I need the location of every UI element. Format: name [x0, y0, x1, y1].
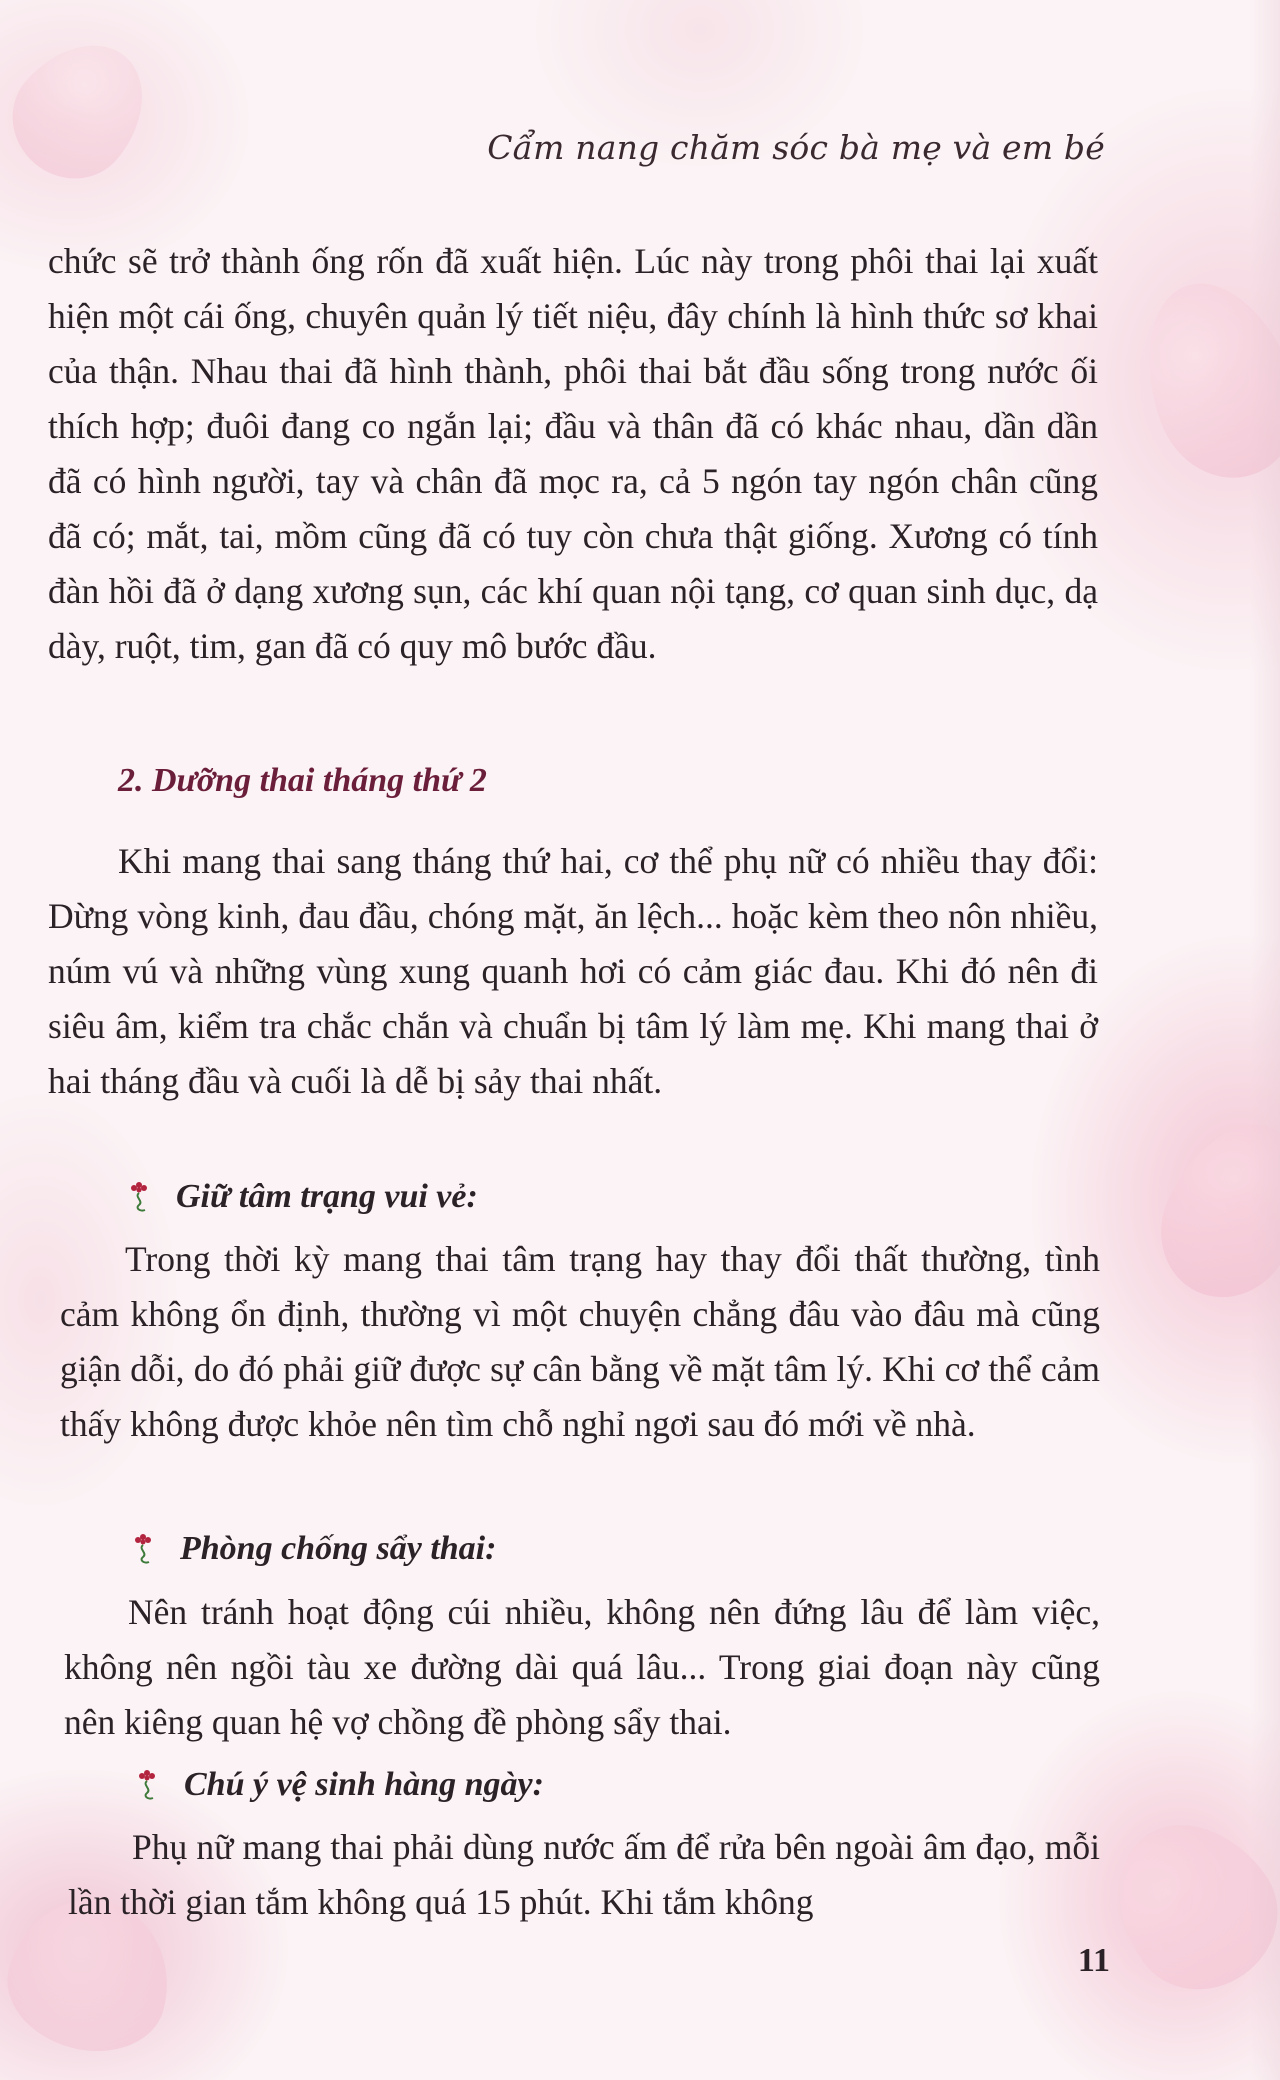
subheading-hygiene: [132, 1766, 544, 1804]
subheading-hygiene-text: Chú ý vệ sinh hàng ngày:: [184, 1766, 544, 1803]
flower-bullet-icon: [128, 1531, 158, 1567]
page-edge-shadow: [1250, 0, 1280, 2080]
body-paragraph-5: Phụ nữ mang thai phải dùng nước ấm để rửa bên ngoài âm đạo, mỗi lần thời gian tắm không quá 15 phút. Khi tắm không: [68, 1827, 1100, 1922]
body-paragraph-2: Khi mang thai sang tháng thứ hai, cơ thể phụ nữ có nhiều thay đổi: Dừng vòng kinh, đau đầu, chóng mặt, ăn lệch... hoặc kèm theo nôn nhiều, núm vú và những vùng xung quanh hơi có cảm giác đau. Khi đó nên đi siêu âm, kiểm tra chắc chắn và chuẩn bị tâm lý làm mẹ. Khi mang thai ở hai tháng đầu và cuối là dễ bị sảy thai nhất.: [48, 841, 1098, 1101]
body-paragraph-4: Nên tránh hoạt động cúi nhiều, không nên đứng lâu để làm việc, không nên ngồi tàu xe đường dài quá lâu... Trong giai đoạn này cũng nên kiêng quan hệ vợ chồng đề phòng sẩy thai.: [64, 1592, 1100, 1742]
section-heading: 2. Dưỡng thai tháng thứ 2: [118, 762, 487, 799]
subheading-miscarriage: [128, 1530, 496, 1568]
body-paragraph-3: Trong thời kỳ mang thai tâm trạng hay thay đổi thất thường, tình cảm không ổn định, thường vì một chuyện chẳng đâu vào đâu mà cũng giận dỗi, do đó phải giữ được sự cân bằng về mặt tâm lý. Khi cơ thể cảm thấy không được khỏe nên tìm chỗ nghỉ ngơi sau đó mới về nhà.: [60, 1239, 1100, 1444]
flower-bullet-icon: [132, 1767, 162, 1803]
flower-bullet-icon: [124, 1179, 154, 1215]
subheading-mood-text: Giữ tâm trạng vui vẻ:: [176, 1178, 478, 1215]
page-number: 11: [1077, 1942, 1110, 1979]
body-paragraph-1: chức sẽ trở thành ống rốn đã xuất hiện. Lúc này trong phôi thai lại xuất hiện một cái ống, chuyên quản lý tiết niệu, đây chính là hình thức sơ khai của thận. Nhau thai đã hình thành, phôi thai bắt đầu sống trong nước ối thích hợp; đuôi đang co ngắn lại; đầu và thân đã có khác nhau, dần dần đã có hình người, tay và chân đã mọc ra, cả 5 ngón tay ngón chân cũng đã có; mắt, tai, mồm cũng đã có tuy còn chưa thật giống. Xương có tính đàn hồi đã ở dạng xương sụn, các khí quan nội tạng, cơ quan sinh dục, dạ dày, ruột, tim, gan đã có quy mô bước đầu.: [48, 241, 1098, 666]
subheading-miscarriage-text: Phòng chống sẩy thai:: [180, 1530, 497, 1567]
subheading-mood: [124, 1178, 478, 1216]
running-header-title: Cẩm nang chăm sóc bà mẹ và em bé: [487, 128, 1105, 167]
decorative-petal: [0, 18, 171, 202]
